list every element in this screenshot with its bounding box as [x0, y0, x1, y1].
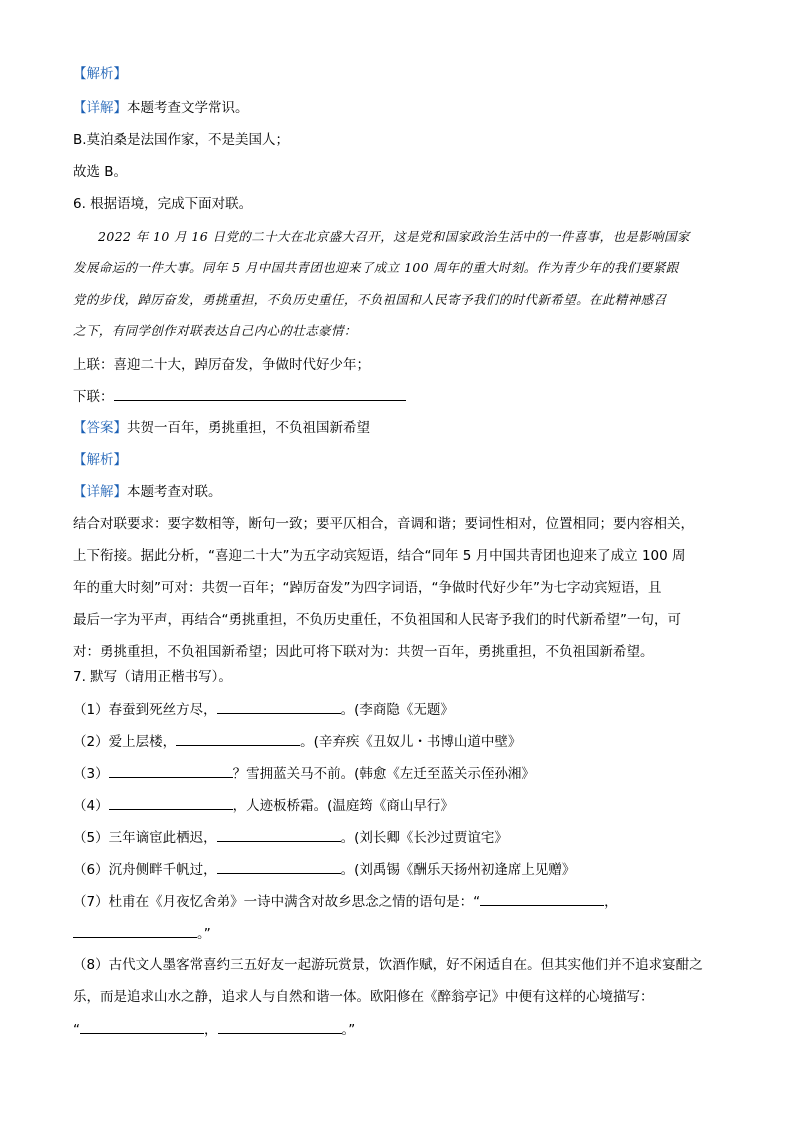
- answer-blank[interactable]: [176, 731, 300, 746]
- q6-analysis-line: 结合对联要求：要字数相等，断句一致；要平仄相合，音调和谐；要词性相对，位置相同；要内容相关，: [73, 516, 694, 532]
- q7-item-8-blanks: [73, 1019, 355, 1040]
- answer-blank[interactable]: [217, 699, 341, 714]
- item-suffix: 。(李商隐《无题》: [340, 702, 454, 718]
- answer-blank[interactable]: [480, 891, 604, 906]
- q7-item-8-line: （8）古代文人墨客常喜约三五好友一起游玩赏景，饮酒作赋，好不闲适自在。但其实他们并不追求宴酣之: [73, 957, 703, 973]
- answer-blank[interactable]: [80, 1019, 204, 1034]
- q6-analysis-line: 最后一字为平声，再结合“勇挑重担，不负历史重任，不负祖国和人民寄予我们的时代新希望”一句，可: [73, 612, 681, 628]
- item-prefix: （7）杜甫在《月夜忆舍弟》一诗中满含对故乡思念之情的语句是：“: [73, 894, 481, 910]
- item-sep: ，: [604, 894, 618, 910]
- answer-blank[interactable]: [109, 795, 233, 810]
- q6-analysis-line: 对：勇挑重担，不负祖国新希望；因此可将下联对为：共贺一百年，勇挑重担，不负祖国新希望。: [73, 644, 654, 660]
- q6-xiangjie: [73, 482, 222, 502]
- answer-blank[interactable]: [217, 859, 341, 874]
- xiangjie-tag: 【详解】: [73, 484, 127, 500]
- item-prefix: （5）三年谪宦此栖迟，: [73, 830, 217, 846]
- item-prefix: （6）沉舟侧畔千帆过，: [73, 862, 217, 878]
- q7-item-8-line: 乐，而是追求山水之静，追求人与自然和谐一体。欧阳修在《醉翁亭记》中便有这样的心境描写：: [73, 989, 654, 1005]
- q6-answer: [73, 418, 370, 438]
- item-prefix: （4）: [73, 798, 109, 814]
- item-suffix: 。(刘长卿《长沙过贾谊宅》: [340, 830, 508, 846]
- q6-passage-line: 党的步伐，踔厉奋发，勇挑重担，不负历史重任，不负祖国和人民寄予我们的时代新希望。在此精神感召: [73, 292, 667, 307]
- q6-shanglian: 上联：喜迎二十大，踔厉奋发，争做时代好少年；: [73, 357, 370, 373]
- item-suffix: 。”: [341, 1022, 356, 1038]
- answer-blank[interactable]: [73, 923, 197, 938]
- q7-item-7-cont: [73, 923, 211, 944]
- item-prefix: （2）爱上层楼，: [73, 734, 177, 750]
- xiangjie-text: 本题考查对联。: [127, 484, 222, 500]
- item-suffix: 。(辛弃疾《丑奴儿・书博山道中壁》: [300, 734, 522, 750]
- q6-xialian: [73, 386, 406, 407]
- q6-analysis-line: 年的重大时刻”可对：共贺一百年；“踔厉奋发”为四字词语，“争做时代好少年”为七字动宾短语，且: [73, 580, 662, 596]
- q5-choice: 故选 B。: [73, 164, 128, 180]
- q5-reason: B.莫泊桑是法国作家，不是美国人；: [73, 132, 290, 148]
- q6-analysis-line: 上下衔接。据此分析，“喜迎二十大”为五字动宾短语，结合“同年 5 月中国共青团也迎来了成立 100 周: [73, 548, 686, 564]
- q7-item-2: [73, 731, 521, 752]
- q6-title: 6. 根据语境，完成下面对联。: [73, 196, 253, 212]
- answer-blank[interactable]: [217, 827, 341, 842]
- q7-item-5: [73, 827, 508, 848]
- item-sep: ，: [204, 1022, 218, 1038]
- answer-text: 共贺一百年，勇挑重担，不负祖国新希望: [127, 420, 370, 436]
- answer-tag: 【答案】: [73, 420, 127, 436]
- q6-passage-line: 发展命运的一件大事。同年 5 月中国共青团也迎来了成立 100 周年的重大时刻。作为青少年的我们要紧跟: [73, 260, 679, 275]
- quote-open: “: [73, 1022, 80, 1038]
- q6-jiexi-label: 【解析】: [73, 452, 127, 468]
- item-prefix: （3）: [73, 766, 109, 782]
- q7-item-3: [73, 763, 535, 784]
- xialian-blank[interactable]: [114, 386, 406, 401]
- q7-title: 7. 默写（请用正楷书写）。: [73, 669, 232, 685]
- answer-blank[interactable]: [109, 763, 233, 778]
- xiangjie-tag: 【详解】: [73, 100, 127, 116]
- q5-xiangjie: [73, 98, 249, 118]
- answer-blank[interactable]: [218, 1019, 342, 1034]
- q7-item-1: [73, 699, 454, 720]
- q7-item-7: [73, 891, 618, 912]
- item-suffix: ，人迹板桥霜。(温庭筠《商山早行》: [232, 798, 454, 814]
- item-suffix: ？雪拥蓝关马不前。(韩愈《左迁至蓝关示侄孙湘》: [232, 766, 535, 782]
- q7-item-6: [73, 859, 575, 880]
- item-suffix: 。(刘禹锡《酬乐天扬州初逢席上见赠》: [340, 862, 576, 878]
- q7-item-4: [73, 795, 454, 816]
- item-prefix: （1）春蚕到死丝方尽，: [73, 702, 217, 718]
- item-suffix: 。”: [197, 926, 211, 942]
- q6-passage-line: 之下，有同学创作对联表达自己内心的壮志豪情：: [73, 323, 357, 338]
- q6-passage-line: 2022 年 10 月 16 日党的二十大在北京盛大召开，这是党和国家政治生活中的一件喜事，也是影响国家: [98, 229, 690, 244]
- q5-jiexi-label: 【解析】: [73, 66, 127, 82]
- xialian-label: 下联：: [73, 389, 114, 405]
- xiangjie-text: 本题考查文学常识。: [127, 100, 249, 116]
